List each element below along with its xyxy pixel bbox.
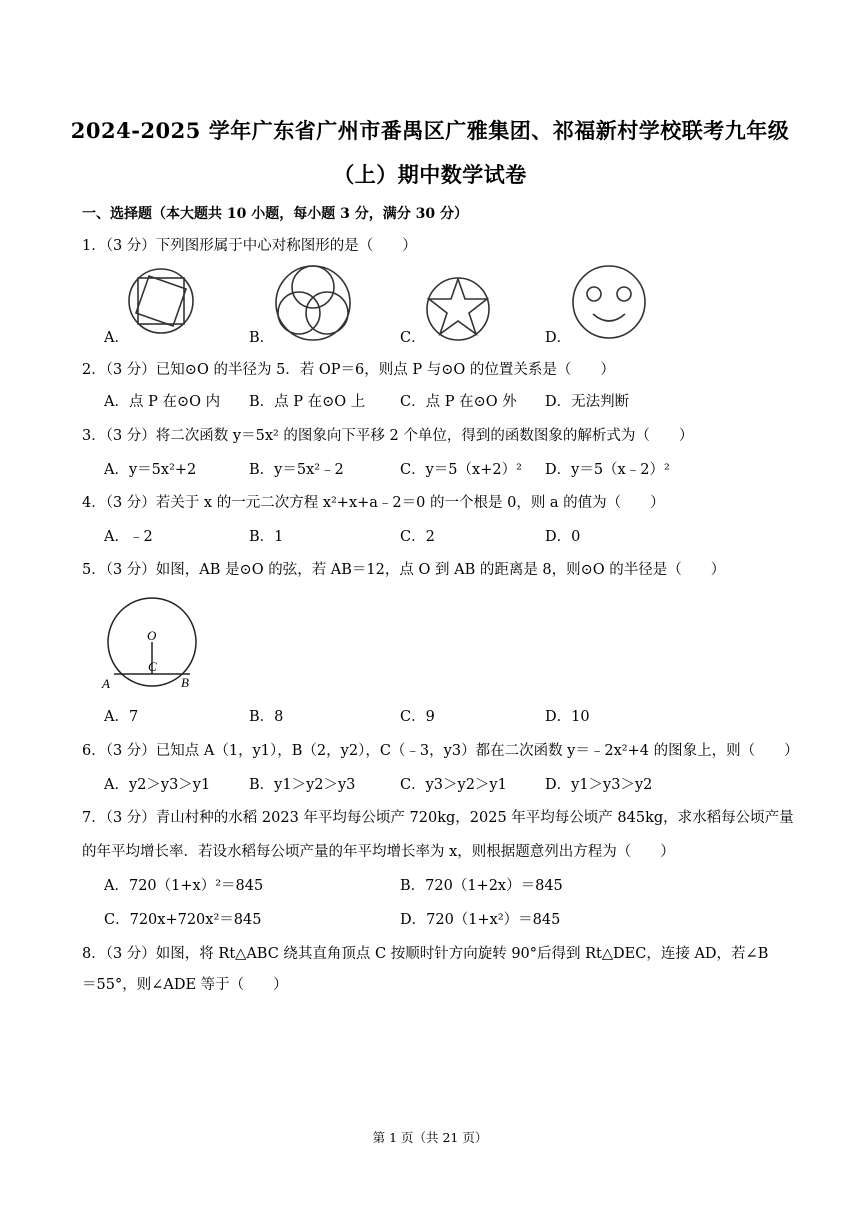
q2-option-d: D．无法判断 xyxy=(545,394,630,410)
q3-option-a: A．y＝5x²+2 xyxy=(104,462,197,478)
q4-option-d: D．0 xyxy=(545,529,581,545)
question-7-stem-line1: 7．（3 分）青山村种的水稻 2023 年平均每公顷产 720kg，2025 年平均每公顷产 845kg，求水稻每公顷产量 xyxy=(82,810,794,826)
q3-option-d: D．y＝5（x﹣2）² xyxy=(545,462,670,478)
q4-option-a: A．﹣2 xyxy=(104,529,153,545)
q1-figure-b xyxy=(273,263,353,343)
q7-option-c: C．720x+720x²＝845 xyxy=(104,912,262,928)
q5-option-c: C．9 xyxy=(400,709,435,725)
question-2-stem: 2．（3 分）已知⊙O 的半径为 5．若 OP＝6，则点 P 与⊙O 的位置关系是（ ） xyxy=(82,362,615,378)
question-7-stem-line2: 的年平均增长率．若设水稻每公顷产量的年平均增长率为 x，则根据题意列出方程为（ ） xyxy=(82,844,675,860)
q7-option-b: B．720（1+2x）＝845 xyxy=(400,878,563,894)
exam-title-line1: 2024-2025 学年广东省广州市番禺区广雅集团、祁福新村学校联考九年级 xyxy=(70,118,790,143)
q1-option-b: B． xyxy=(249,330,275,346)
q6-option-b: B．y1＞y2＞y3 xyxy=(249,777,356,793)
q1-figure-c xyxy=(425,276,491,342)
question-5-stem: 5．（3 分）如图，AB 是⊙O 的弦，若 AB＝12，点 O 到 AB 的距离是 8，则⊙O 的半径是（ ） xyxy=(82,562,726,578)
q1-option-a: A． xyxy=(104,330,129,346)
q6-option-a: A．y2＞y3＞y1 xyxy=(104,777,211,793)
q5-option-a: A．7 xyxy=(104,709,139,725)
q3-option-b: B．y＝5x²﹣2 xyxy=(249,462,344,478)
question-8-stem-line1: 8．（3 分）如图，将 Rt△ABC 绕其直角顶点 C 按顺时针方向旋转 90°后得到 Rt△DEC，连接 AD，若∠B xyxy=(82,946,769,962)
exam-title-line2: （上）期中数学试卷 xyxy=(333,162,527,187)
q2-option-c: C．点 P 在⊙O 外 xyxy=(400,394,517,410)
q5-label-b: B xyxy=(181,675,189,690)
q7-option-d: D．720（1+x²）＝845 xyxy=(400,912,561,928)
question-1-stem: 1．（3 分）下列图形属于中心对称图形的是（ ） xyxy=(82,238,417,254)
q3-option-c: C．y＝5（x+2）² xyxy=(400,462,522,478)
q1-figure-a xyxy=(127,267,195,335)
q5-circle-figure xyxy=(98,600,210,692)
q6-option-c: C．y3＞y2＞y1 xyxy=(400,777,507,793)
question-4-stem: 4．（3 分）若关于 x 的一元二次方程 x²+x+a﹣2＝0 的一个根是 0，则 a 的值为（ ） xyxy=(82,495,665,511)
q7-option-a: A．720（1+x）²＝845 xyxy=(104,878,264,894)
q5-option-b: B．8 xyxy=(249,709,284,725)
section-heading: 一、选择题（本大题共 10 小题，每小题 3 分，满分 30 分） xyxy=(82,206,468,222)
q4-option-c: C．2 xyxy=(400,529,435,545)
question-6-stem: 6．（3 分）已知点 A（1，y1），B（2，y2），C（﹣3，y3）都在二次函数 y＝﹣2x²+4 的图象上，则（ ） xyxy=(82,743,799,759)
q5-label-o: O xyxy=(147,628,157,643)
q1-option-c: C． xyxy=(400,330,426,346)
q5-label-c: C xyxy=(148,659,157,674)
q5-option-d: D．10 xyxy=(545,709,590,725)
question-8-stem-line2: ＝55°，则∠ADE 等于（ ） xyxy=(82,977,288,993)
q1-figure-d xyxy=(571,264,647,340)
q2-option-a: A．点 P 在⊙O 内 xyxy=(104,394,221,410)
q1-option-d: D． xyxy=(545,330,572,346)
q2-option-b: B．点 P 在⊙O 上 xyxy=(249,394,366,410)
q6-option-d: D．y1＞y3＞y2 xyxy=(545,777,653,793)
page-footer: 第 1 页（共 21 页） xyxy=(372,1130,488,1145)
q5-label-a: A xyxy=(102,676,110,691)
question-3-stem: 3．（3 分）将二次函数 y＝5x² 的图象向下平移 2 个单位，得到的函数图象的解析式为（ ） xyxy=(82,428,694,444)
q4-option-b: B．1 xyxy=(249,529,284,545)
